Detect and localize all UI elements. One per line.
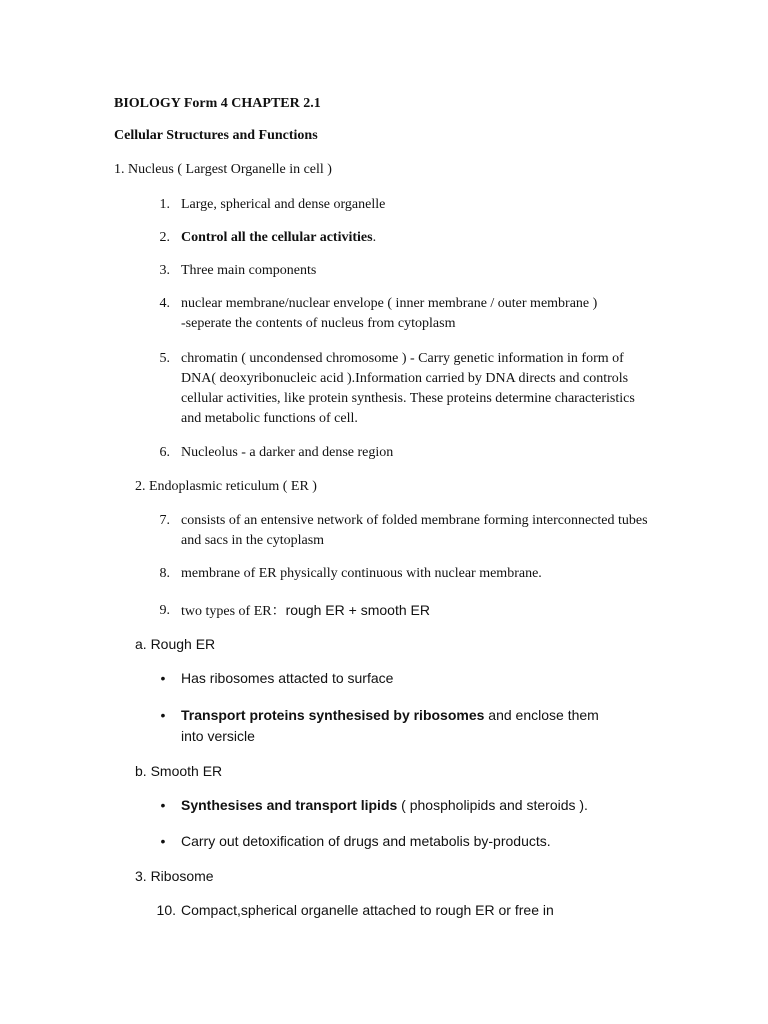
bullet-icon: •: [160, 833, 166, 849]
bullet-text-rest: ( phospholipids and steroids ).: [397, 797, 588, 813]
list-number: 1.: [159, 197, 170, 212]
list-text-line-1: nuclear membrane/nuclear envelope ( inner membrane / outer membrane ): [181, 296, 598, 311]
list-text: chromatin ( uncondensed chromosome ) - Carry genetic information in form of DNA( deoxyribonucleic acid ).Information carried by DNA directs and controls cellular activities, like protein synthesis. These proteins determine characteristics and metabolic functions of cell.: [181, 351, 635, 426]
list-number: 10.: [156, 902, 176, 918]
emphasis-text: Synthesises and transport lipids: [181, 797, 398, 813]
list-number: 8.: [159, 566, 170, 581]
document-subtitle: Cellular Structures and Functions: [114, 128, 318, 143]
bullet-text-line-1: [181, 705, 599, 726]
list-text-line-2: -seperate the contents of nucleus from cytoplasm: [181, 316, 456, 331]
section-heading-nucleus: 1. Nucleus ( Largest Organelle in cell ): [114, 162, 332, 177]
section-heading-ribosome: 3. Ribosome: [135, 868, 214, 884]
document-title: BIOLOGY Form 4 CHAPTER 2.1: [114, 96, 321, 111]
list-text: [181, 600, 430, 622]
bullet-text: Has ribosomes attacted to surface: [181, 670, 394, 686]
list-text: consists of an entensive network of folded membrane forming interconnected tubes and sacs in the cytoplasm: [181, 513, 648, 548]
list-text: Large, spherical and dense organelle: [181, 197, 386, 212]
list-number: 4.: [159, 296, 170, 311]
list-text: membrane of ER physically continuous with nuclear membrane.: [181, 566, 542, 581]
list-number: 5.: [159, 351, 170, 366]
subheading-smooth-er: b. Smooth ER: [135, 763, 223, 779]
bullet-icon: •: [160, 670, 166, 686]
bullet-text: Carry out detoxification of drugs and metabolis by-products.: [181, 833, 551, 849]
list-text: Compact,spherical organelle attached to rough ER or free in: [181, 902, 554, 918]
list-text: [181, 228, 376, 248]
list-number: 7.: [159, 513, 170, 528]
section-heading-er: 2. Endoplasmic reticulum ( ER ): [135, 479, 317, 494]
bullet-text-line-2: into versicle: [181, 728, 255, 744]
list-number: 9.: [159, 603, 170, 618]
list-text-rest: .: [372, 230, 377, 245]
list-text-serif: two types of ER：: [181, 604, 286, 619]
emphasis-text: Transport proteins synthesised by ribosomes: [181, 707, 485, 723]
bullet-icon: •: [160, 797, 166, 813]
list-text: Nucleolus - a darker and dense region: [181, 445, 394, 460]
list-number: 3.: [159, 263, 170, 278]
subheading-rough-er: a. Rough ER: [135, 636, 216, 652]
bullet-icon: •: [160, 707, 166, 723]
list-number: 6.: [159, 445, 170, 460]
list-text-sans: rough ER + smooth ER: [285, 602, 430, 618]
list-text: Three main components: [181, 263, 317, 278]
bullet-text-rest: and enclose them: [484, 707, 599, 723]
bullet-text: [181, 795, 588, 816]
list-number: 2.: [159, 230, 170, 245]
emphasis-text: Control all the cellular activities: [181, 230, 373, 245]
